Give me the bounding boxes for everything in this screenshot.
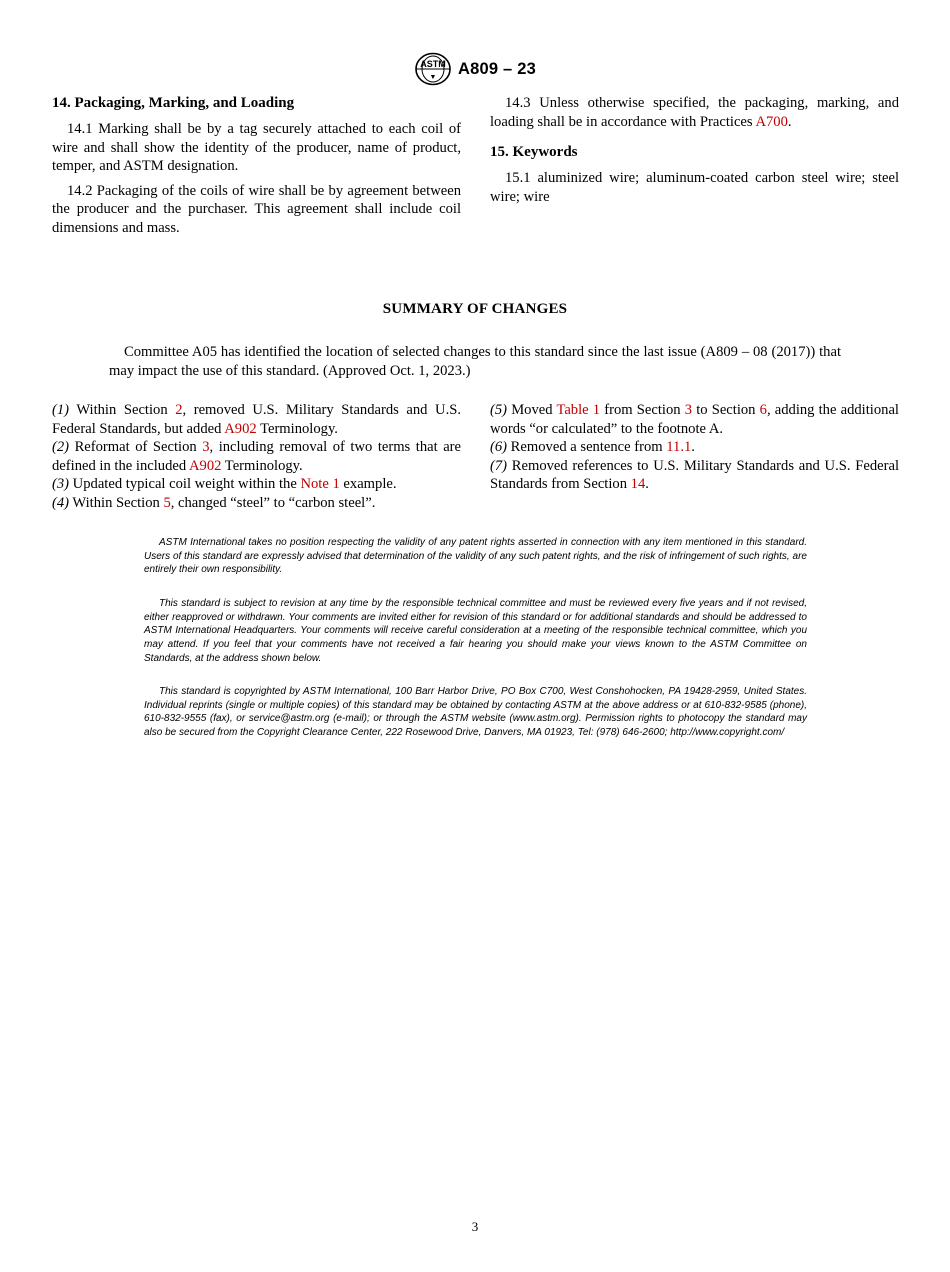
section-15-heading: 15. Keywords [490,144,578,161]
link-a902[interactable]: A902 [188,457,222,474]
left-column [52,94,461,238]
change-text: Updated typical coil weight within the [69,476,301,493]
page-number: 3 [471,1219,479,1234]
link-section-6[interactable]: 6 [759,402,767,418]
change-text: , removed U.S. Military Standards and U.S. Federal Standards, but added [52,402,461,437]
change-number: (3) [52,476,70,493]
paragraph-14-3-end: . [787,113,792,130]
changes-left-column [52,401,461,513]
link-table-1[interactable]: Table 1 [556,402,601,418]
change-text: example. [339,476,397,493]
changes-right-column [490,401,899,494]
standard-designation: A809 – 23 [458,59,536,78]
link-a902[interactable]: A902 [224,420,257,437]
paragraph-14-3-text: 14.3 Unless otherwise specified, the packaging, marking, and loading shall be in accordance with Practices [490,95,899,130]
change-number: (7) [490,457,508,474]
change-item [52,401,461,438]
change-text: , including removal of two terms that are defined in the included [52,439,462,474]
svg-text:▼: ▼ [429,74,437,81]
revision-notice: This standard is subject to revision at any time by the responsible technical committee and must be reviewed every five years and if not revised, either reapproved or withdrawn. Your comments are invited either for revision of this standard or for additional standards and should be addressed to ASTM International Headquarters. Your comments will receive careful consideration at a meeting of the responsible technical committee, which you may attend. If you feel that your comments have not received a fair hearing you should make your views known to the ASTM Committee on Standards, at the address shown below. [144,598,807,664]
link-section-11-1[interactable]: 11.1 [666,439,692,456]
change-text: Terminology. [221,457,303,474]
summary-title: SUMMARY OF CHANGES [382,301,568,317]
paragraph-14-1: 14.1 Marking shall be by a tag securely attached to each coil of wire and shall show the identity of the producer, name of product, temper, and ASTM designation. [52,121,461,175]
change-text: Within Section [69,494,164,511]
change-number: (5) [490,402,508,418]
link-section-2[interactable]: 2 [175,402,183,418]
change-text: . [645,476,649,493]
right-column [490,94,899,206]
page-header [0,52,950,91]
change-item [52,494,461,513]
change-text: . [691,439,695,456]
change-number: (6) [490,439,508,456]
change-item [490,457,899,494]
paragraph-15-1: 15.1 aluminized wire; aluminum-coated carbon steel wire; steel wire; wire [490,170,899,205]
change-text: Terminology. [256,420,338,437]
change-text: , adding the additional words “or calculated” to the footnote A. [490,402,899,437]
change-number: (1) [52,402,70,418]
link-section-14[interactable]: 14 [630,476,646,493]
change-item [52,438,461,475]
paragraph-14-3 [490,94,899,131]
change-item [490,438,899,457]
change-text: Removed a sentence from [507,439,667,456]
change-item [52,475,461,494]
change-item [490,401,899,438]
summary-intro: Committee A05 has identified the location of selected changes to this standard since the last issue (A809 – 08 (2017)) that may impact the use of this standard. (Approved Oct. 1, 2023.) [109,344,841,379]
change-text: from Section [600,402,685,418]
patent-notice: ASTM International takes no position respecting the validity of any patent rights asserted in connection with any item mentioned in this standard. Users of this standard are expressly advised that determination of the validity of any such patent rights, and the risk of infringement of such rights, are entirely their own responsibility. [144,537,807,576]
astm-logo-icon [414,52,452,86]
change-text: Reformat of Section [69,439,203,456]
change-number: (2) [52,439,70,456]
change-number: (4) [52,494,70,511]
link-section-3[interactable]: 3 [684,402,693,418]
paragraph-14-2: 14.2 Packaging of the coils of wire shall be by agreement between the producer and the purchaser. This agreement shall include coil dimensions and mass. [52,182,461,236]
change-text: Removed references to U.S. Military Standards and U.S. Federal Standards from Section [490,457,899,493]
section-14-heading: 14. Packaging, Marking, and Loading [52,95,295,111]
change-text: , changed “steel” to “carbon steel”. [170,494,376,511]
change-text: Moved [507,402,557,418]
change-text: Within Section [69,402,176,418]
link-section-3[interactable]: 3 [202,439,210,456]
logo-text: ASTM [420,59,446,69]
change-text: to Section [692,402,760,418]
link-note-1[interactable]: Note 1 [300,476,340,493]
link-section-5[interactable]: 5 [163,494,171,511]
copyright-notice: This standard is copyrighted by ASTM International, 100 Barr Harbor Drive, PO Box C700, West Conshohocken, PA 19428-2959, United States. Individual reprints (single or multiple copies) of this standard may be obtained by contacting ASTM at the above address or at 610-832-9585 (phone), 610-832-9555 (fax), or service@astm.org (e-mail); or through the ASTM website (www.astm.org). Permission rights to photocopy the standard may also be secured from the Copyright Clearance Center, 222 Rosewood Drive, Danvers, MA 01923, Tel: (978) 646-2600; http://www.copyright.com/ [144,686,807,739]
link-a700[interactable]: A700 [755,113,788,130]
